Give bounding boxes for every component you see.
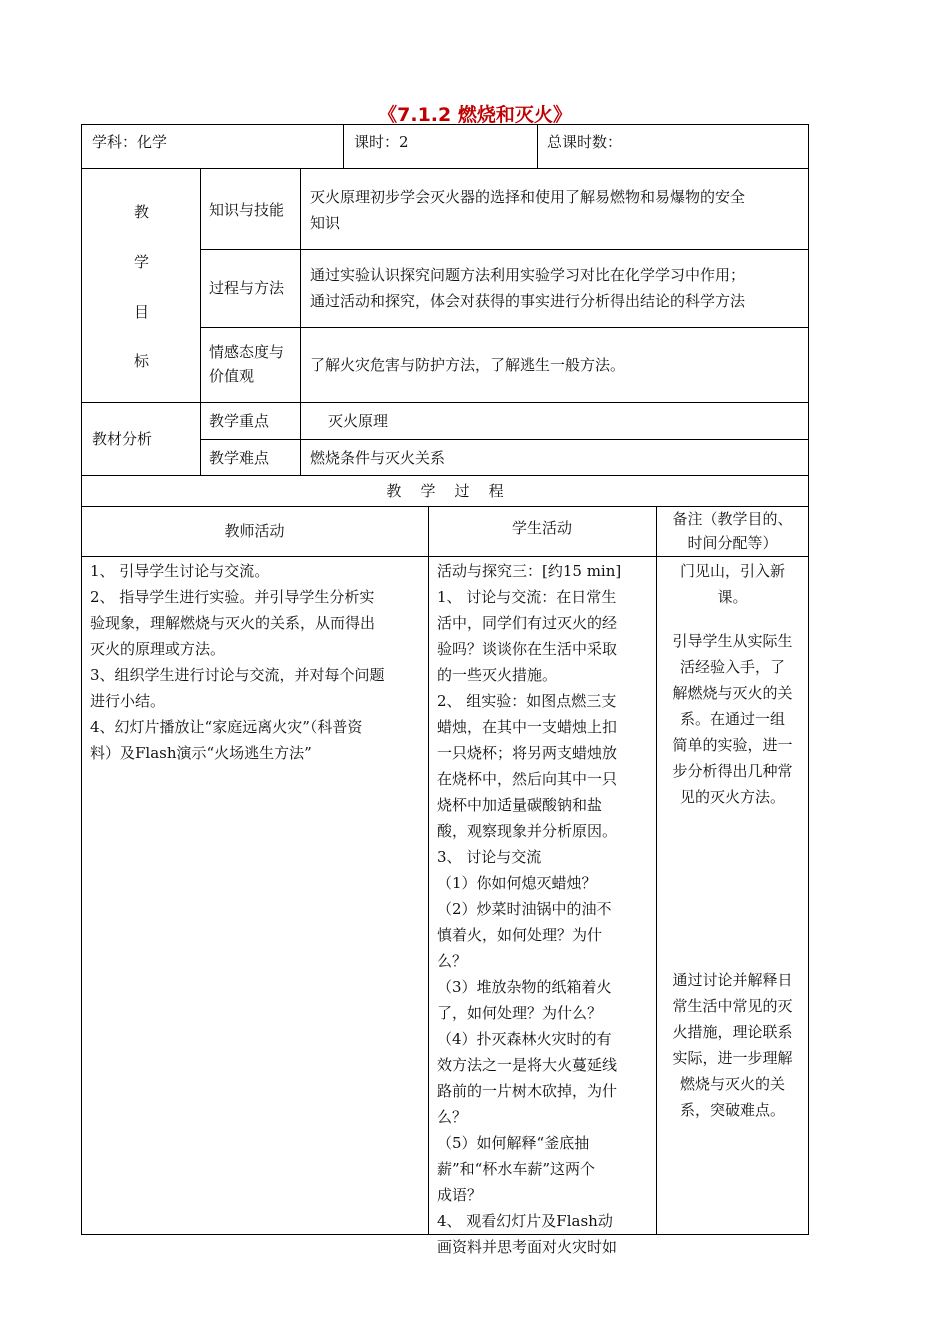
- row-divider: [81, 556, 809, 557]
- row-divider: [81, 402, 809, 403]
- col-divider: [656, 506, 657, 1235]
- notes-discussion: 通过讨论并解释日 常生活中常见的灭 火措施，理论联系 实际，进一步理解 燃烧与灭火的关 系，突破难点。: [672, 971, 793, 1119]
- key-point-value: 灭火原理: [328, 412, 389, 430]
- teacher-activities: 1、 引导学生讨论与交流。 2、 指导学生进行实验。并引导学生分析实 验现象，理解燃烧与灭火的关系，从而得出 灭火的原理或方法。 3、组织学生进行讨论与交流，并对每个问题 进行小结。 4、幻灯片播放让“家庭远离火灾”（科普资 料）及Flash演示“火场逃生方法”: [90, 562, 385, 762]
- row-divider: [200, 327, 809, 328]
- row-divider: [200, 249, 809, 250]
- objectives-label-char: 教: [134, 203, 150, 221]
- student-column-header: 学生活动: [511, 519, 572, 537]
- objectives-label-char: 学: [134, 253, 150, 271]
- difficulty-value: 燃烧条件与灭火关系: [310, 449, 446, 467]
- col-divider: [428, 506, 429, 1235]
- notes-experiment: 引导学生从实际生 活经验入手，了 解燃烧与灭火的关 系。在通过一组 简单的实验，进一 步分析得出几种常 见的灭火方法。: [672, 632, 793, 806]
- notes-column-header: 备注（教学目的、 时间分配等）: [672, 510, 793, 552]
- objective-name-knowledge: 知识与技能: [209, 201, 285, 219]
- col-divider: [300, 168, 301, 475]
- analysis-label: 教材分析: [92, 430, 153, 448]
- teacher-column-header: 教师活动: [224, 522, 285, 540]
- objective-name-process: 过程与方法: [209, 279, 285, 297]
- student-activities: 活动与探究三：[约15 min] 1、 讨论与交流：在日常生 活中，同学们有过灭火的经 验吗？谈谈你在生活中采取 的一些灭火措施。 2、 组实验：如图点燃三支 蜡烛，在其中一支蜡烛上扣 一只烧杯；将另两支蜡烛放 在烧杯中，然后向其中一只 烧杯中加适量碳酸钠和盐 酸，观察现象并分析原因。 3、 讨论与交流 （1）你如何熄灭蜡烛？ （2）炒菜时油锅中的油不 慎着火，如何处理？为什 么？ （3）堆放杂物的纸箱着火 了，如何处理？为什么？ （4）扑灭森林火灾时的有 效方法之一是将大火蔓延线 路前的一片树木砍掉，为什 么？ （5）如何解释“釜底抽 薪”和“杯水车薪”这两个 成语？ 4、 观看幻灯片及Flash动 画资料并思考面对火灾时如: [437, 562, 622, 1256]
- subject-cell: 学科：化学: [92, 133, 168, 151]
- notes-intro: 门见山，引入新 课。: [679, 562, 785, 606]
- process-heading: 教 学 过 程: [386, 482, 504, 500]
- objective-content-process: 通过实验认识探究问题方法利用实验学习对比在化学学习中作用； 通过活动和探究，体会对获得的事实进行分析得出结论的科学方法: [310, 266, 746, 310]
- total-periods-cell: 总课时数：: [547, 133, 623, 151]
- col-divider: [200, 168, 201, 475]
- objective-name-attitude: 情感态度与 价值观: [209, 343, 285, 385]
- key-point-label: 教学重点: [209, 412, 270, 430]
- col-divider: [343, 124, 344, 168]
- objective-content-knowledge: 灭火原理初步学会灭火器的选择和使用了解易燃物和易爆物的安全 知识: [310, 188, 746, 232]
- period-cell: 课时：2: [354, 133, 409, 151]
- row-divider: [200, 439, 809, 440]
- row-divider: [81, 168, 809, 169]
- col-divider: [537, 124, 538, 168]
- row-divider: [81, 475, 809, 476]
- objective-content-attitude: 了解火灾危害与防护方法，了解逃生一般方法。: [310, 356, 626, 374]
- document-title: 《7.1.2 燃烧和灭火》: [378, 104, 572, 126]
- objectives-label-char: 目: [134, 303, 150, 321]
- difficulty-label: 教学难点: [209, 449, 270, 467]
- objectives-label-char: 标: [134, 352, 150, 370]
